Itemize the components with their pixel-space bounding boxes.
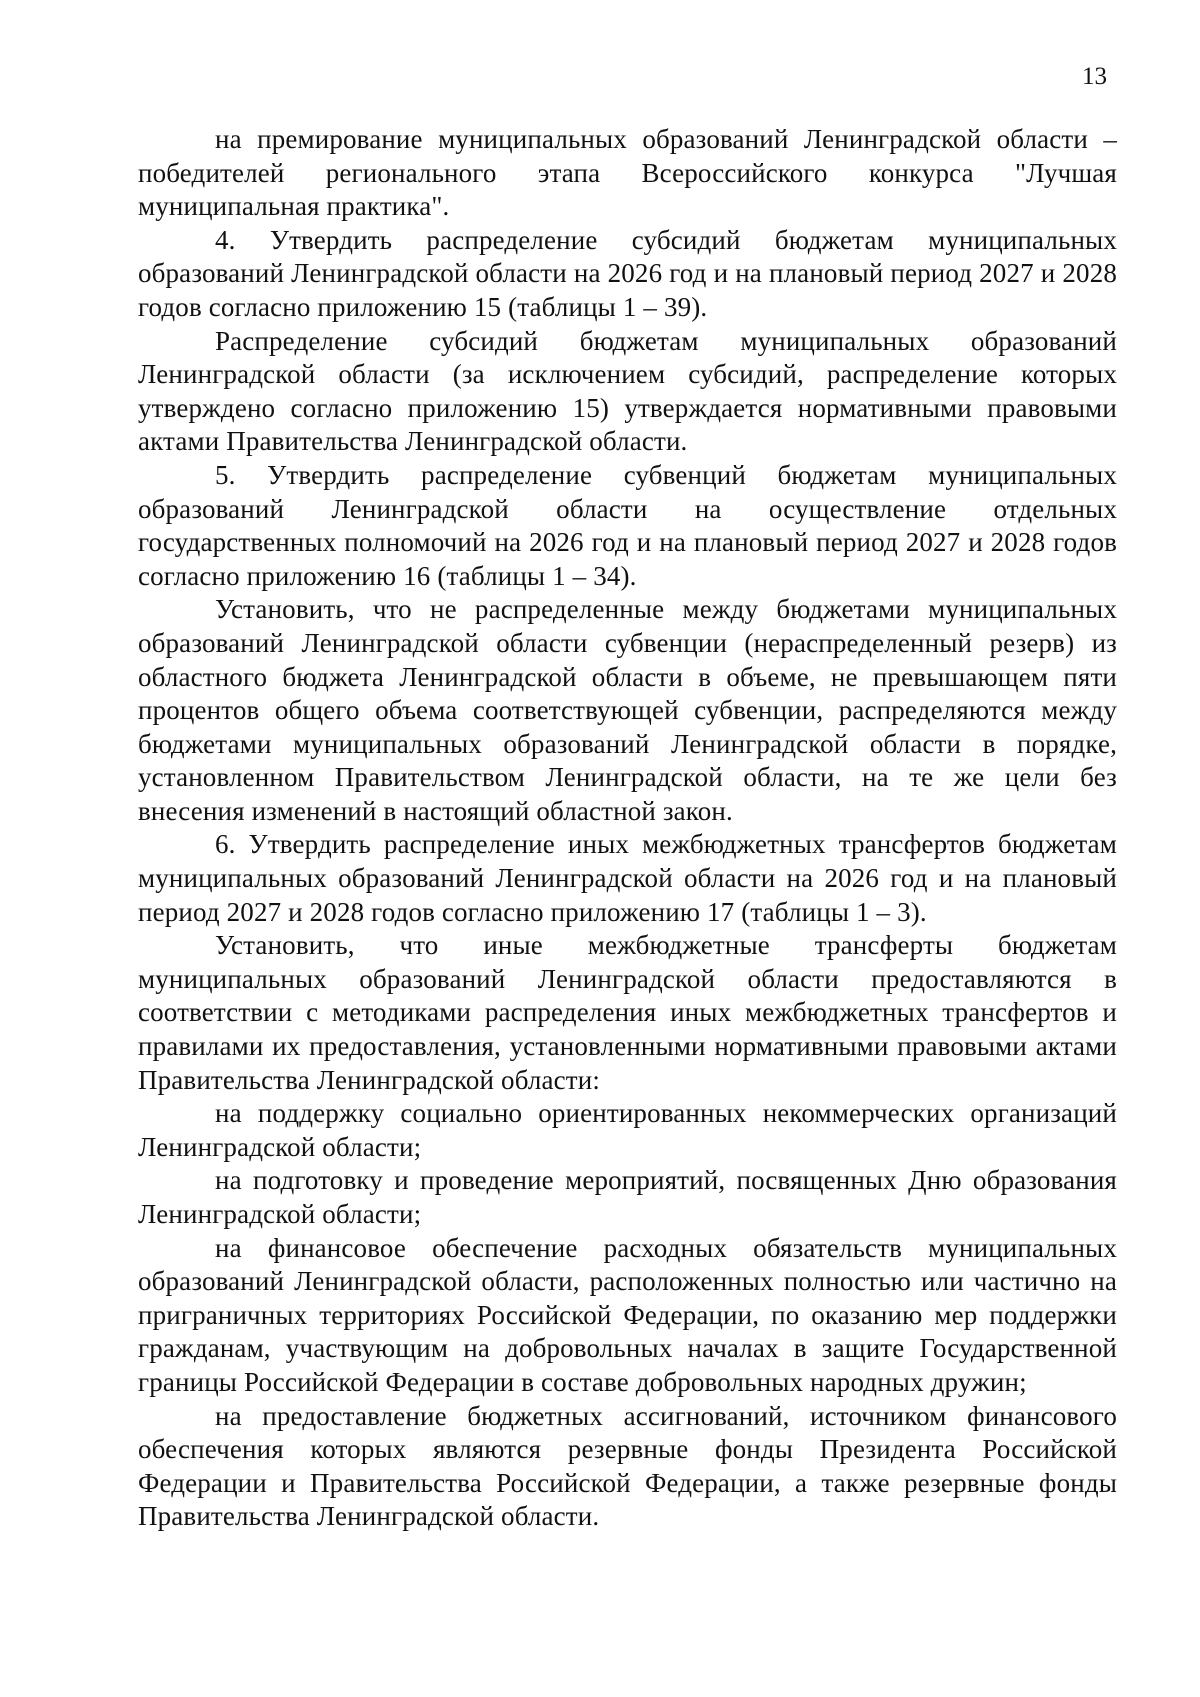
paragraph-undistributed-reserve: Установить, что не распределенные между бюджетами муниципальных образований Ленинградской области субвенции (нераспределенный резерв) из областного бюджета Ленинградской области в объеме, не превышающем пяти процентов общего объема соответствующей субвенции, распределяются между бюджетами муниципальных образований Ленинградской области в порядке, установленном Правительством Ленинградской области, на те же цели без внесения изменений в настоящий областной закон. bbox=[138, 594, 1117, 826]
paragraph-nonprofit-support: на поддержку социально ориентированных некоммерческих организаций Ленинградской области; bbox=[138, 1098, 1117, 1162]
paragraph-reserve-funds: на предоставление бюджетных ассигнований, источником финансового обеспечения которых являются резервные фонды Президента Российской Федерации и Правительства Российской Федерации, а также резервные фонды Правительства Ленинградской области. bbox=[138, 1400, 1117, 1532]
paragraph-border-volunteers: на финансовое обеспечение расходных обязательств муниципальных образований Ленинградской области, расположенных полностью или частично на приграничных территориях Российской Федерации, по оказанию мер поддержки гражданам, участвующим на добровольных началах в защите Государственной границы Российской Федерации в составе добровольных народных дружин; bbox=[138, 1232, 1117, 1397]
paragraph-transfer-methods: Установить, что иные межбюджетные трансферты бюджетам муниципальных образований Ленинградской области предоставляются в соответствии с методиками распределения иных межбюджетных трансфертов и правилами их предоставления, установленными нормативными правовыми актами Правительства Ленинградской области: bbox=[138, 930, 1117, 1095]
document-body bbox=[138, 123, 1117, 1534]
paragraph-item-6-other-transfers: 6. Утвердить распределение иных межбюджетных трансфертов бюджетам муниципальных образований Ленинградской области на 2026 год и на плановый период 2027 и 2028 годов согласно приложению 17 (таблицы 1 – 3). bbox=[138, 829, 1117, 927]
paragraph-item-4-subsidies: 4. Утвердить распределение субсидий бюджетам муниципальных образований Ленинградской области на 2026 год и на плановый период 2027 и 2028 годов согласно приложению 15 (таблицы 1 – 39). bbox=[138, 224, 1117, 322]
page-number: 13 bbox=[1082, 63, 1107, 90]
paragraph-item-5-subventions: 5. Утвердить распределение субвенций бюджетам муниципальных образований Ленинградской области на осуществление отдельных государственных полномочий на 2026 год и на плановый период 2027 и 2028 годов согласно приложению 16 (таблицы 1 – 34). bbox=[138, 459, 1117, 591]
paragraph-premium-recipients: на премирование муниципальных образований Ленинградской области – победителей регионального этапа Всероссийского конкурса "Лучшая муниципальная практика". bbox=[138, 124, 1117, 222]
paragraph-subsidy-distribution: Распределение субсидий бюджетам муниципальных образований Ленинградской области (за исключением субсидий, распределение которых утверждено согласно приложению 15) утверждается нормативными правовыми актами Правительства Ленинградской области. bbox=[138, 325, 1117, 457]
paragraph-region-day-events: на подготовку и проведение мероприятий, посвященных Дню образования Ленинградской области; bbox=[138, 1165, 1117, 1229]
